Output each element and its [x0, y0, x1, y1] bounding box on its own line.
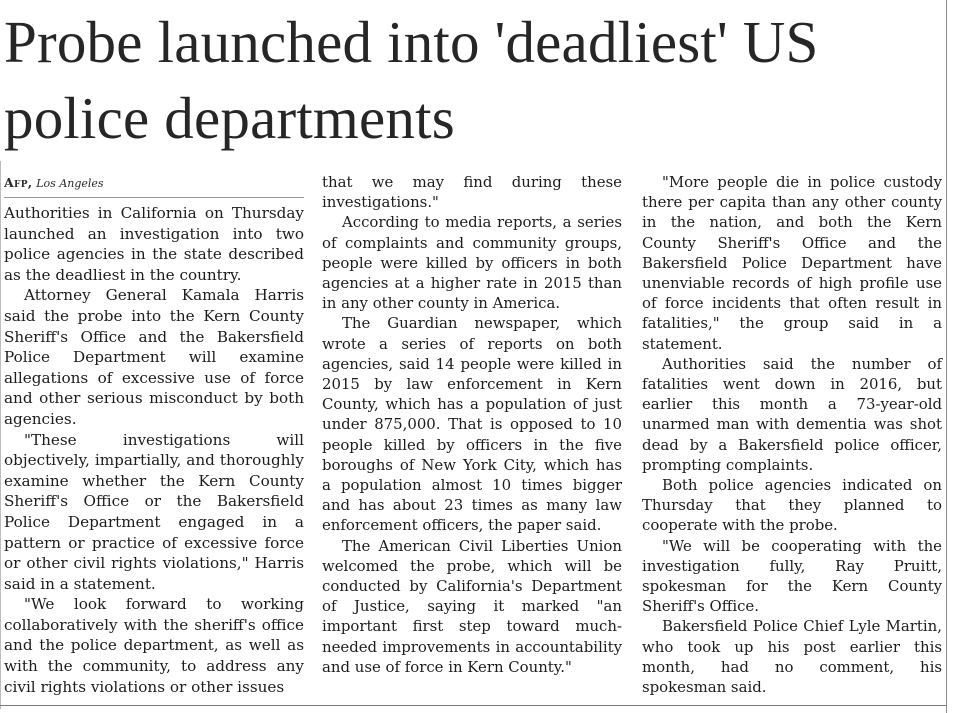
paragraph-continued: that we may find during these investigations." — [322, 173, 622, 212]
paragraph: "These investigations will objectively, impartially, and thoroughly examine whether the Kern County Sheriff's Office or the Bakersfield Police Department engaged in a pattern or practice of excessive force or other civil rights violations," Harris said in a statement. — [4, 430, 304, 593]
paragraph: "More people die in police custody there per capita than any other county in the nation, and both the Kern County Sheriff's Office and the Bakersfield Police Department have unenviable records of high profile use of force incidents that often result in fatalities," the group said in a statement. — [642, 173, 942, 353]
article-column-3 — [642, 172, 942, 697]
headline: Probe launched into 'deadliest' US police departments — [4, 9, 819, 151]
bottom-border-rule — [0, 705, 947, 706]
paragraph: Authorities in California on Thursday launched an investigation into two police agencies in the state described as the deadliest in the country. — [4, 204, 304, 284]
paragraph: Bakersfield Police Chief Lyle Martin, who took up his post earlier this month, had no comment, his spokesman said. — [642, 617, 942, 697]
article-column-2 — [322, 172, 622, 677]
paragraph: Attorney General Kamala Harris said the probe into the Kern County Sheriff's Office and the Bakersfield Police Department will examine allegations of excessive use of force and other serious misconduct by both agencies. — [4, 286, 304, 428]
paragraph: "We will be cooperating with the investigation fully, Ray Pruitt, spokesman for the Kern County Sheriff's Office. — [642, 536, 942, 616]
byline — [4, 172, 304, 194]
byline-location: Los Angeles — [36, 177, 104, 190]
paragraph: The Guardian newspaper, which wrote a series of reports on both agencies, said 14 people were killed in 2015 by law enforcement in Kern County, which has a population of just under 875,000. That is opposed to 10 people killed by officers in the five boroughs of New York City, which has a population almost 10 times bigger and has about 23 times as many law enforcement officers, the paper said. — [322, 314, 622, 535]
left-border-rule — [0, 161, 1, 709]
article-column-1 — [4, 172, 304, 697]
paragraph: "We look forward to working collaboratively with the sheriff's office and the police department, as well as with the community, to address any civil rights violations or other issues — [4, 595, 304, 696]
paragraph: According to media reports, a series of complaints and community groups, people were killed by officers in both agencies at a higher rate in 2015 than in any other county in America. — [322, 213, 622, 313]
paragraph: Authorities said the number of fatalities went down in 2016, but earlier this month a 73-year-old unarmed man with dementia was shot dead by a Bakersfield police officer, prompting complaints. — [642, 354, 942, 474]
right-border-rule — [946, 0, 947, 713]
paragraph: Both police agencies indicated on Thursday that they planned to cooperate with the probe. — [642, 476, 942, 535]
byline-agency: Afp, — [4, 175, 33, 190]
paragraph: The American Civil Liberties Union welcomed the probe, which will be conducted by California's Department of Justice, saying it marked "an important first step toward much-needed improvements in accountability and use of force in Kern County." — [322, 536, 622, 676]
byline-divider — [4, 197, 304, 198]
